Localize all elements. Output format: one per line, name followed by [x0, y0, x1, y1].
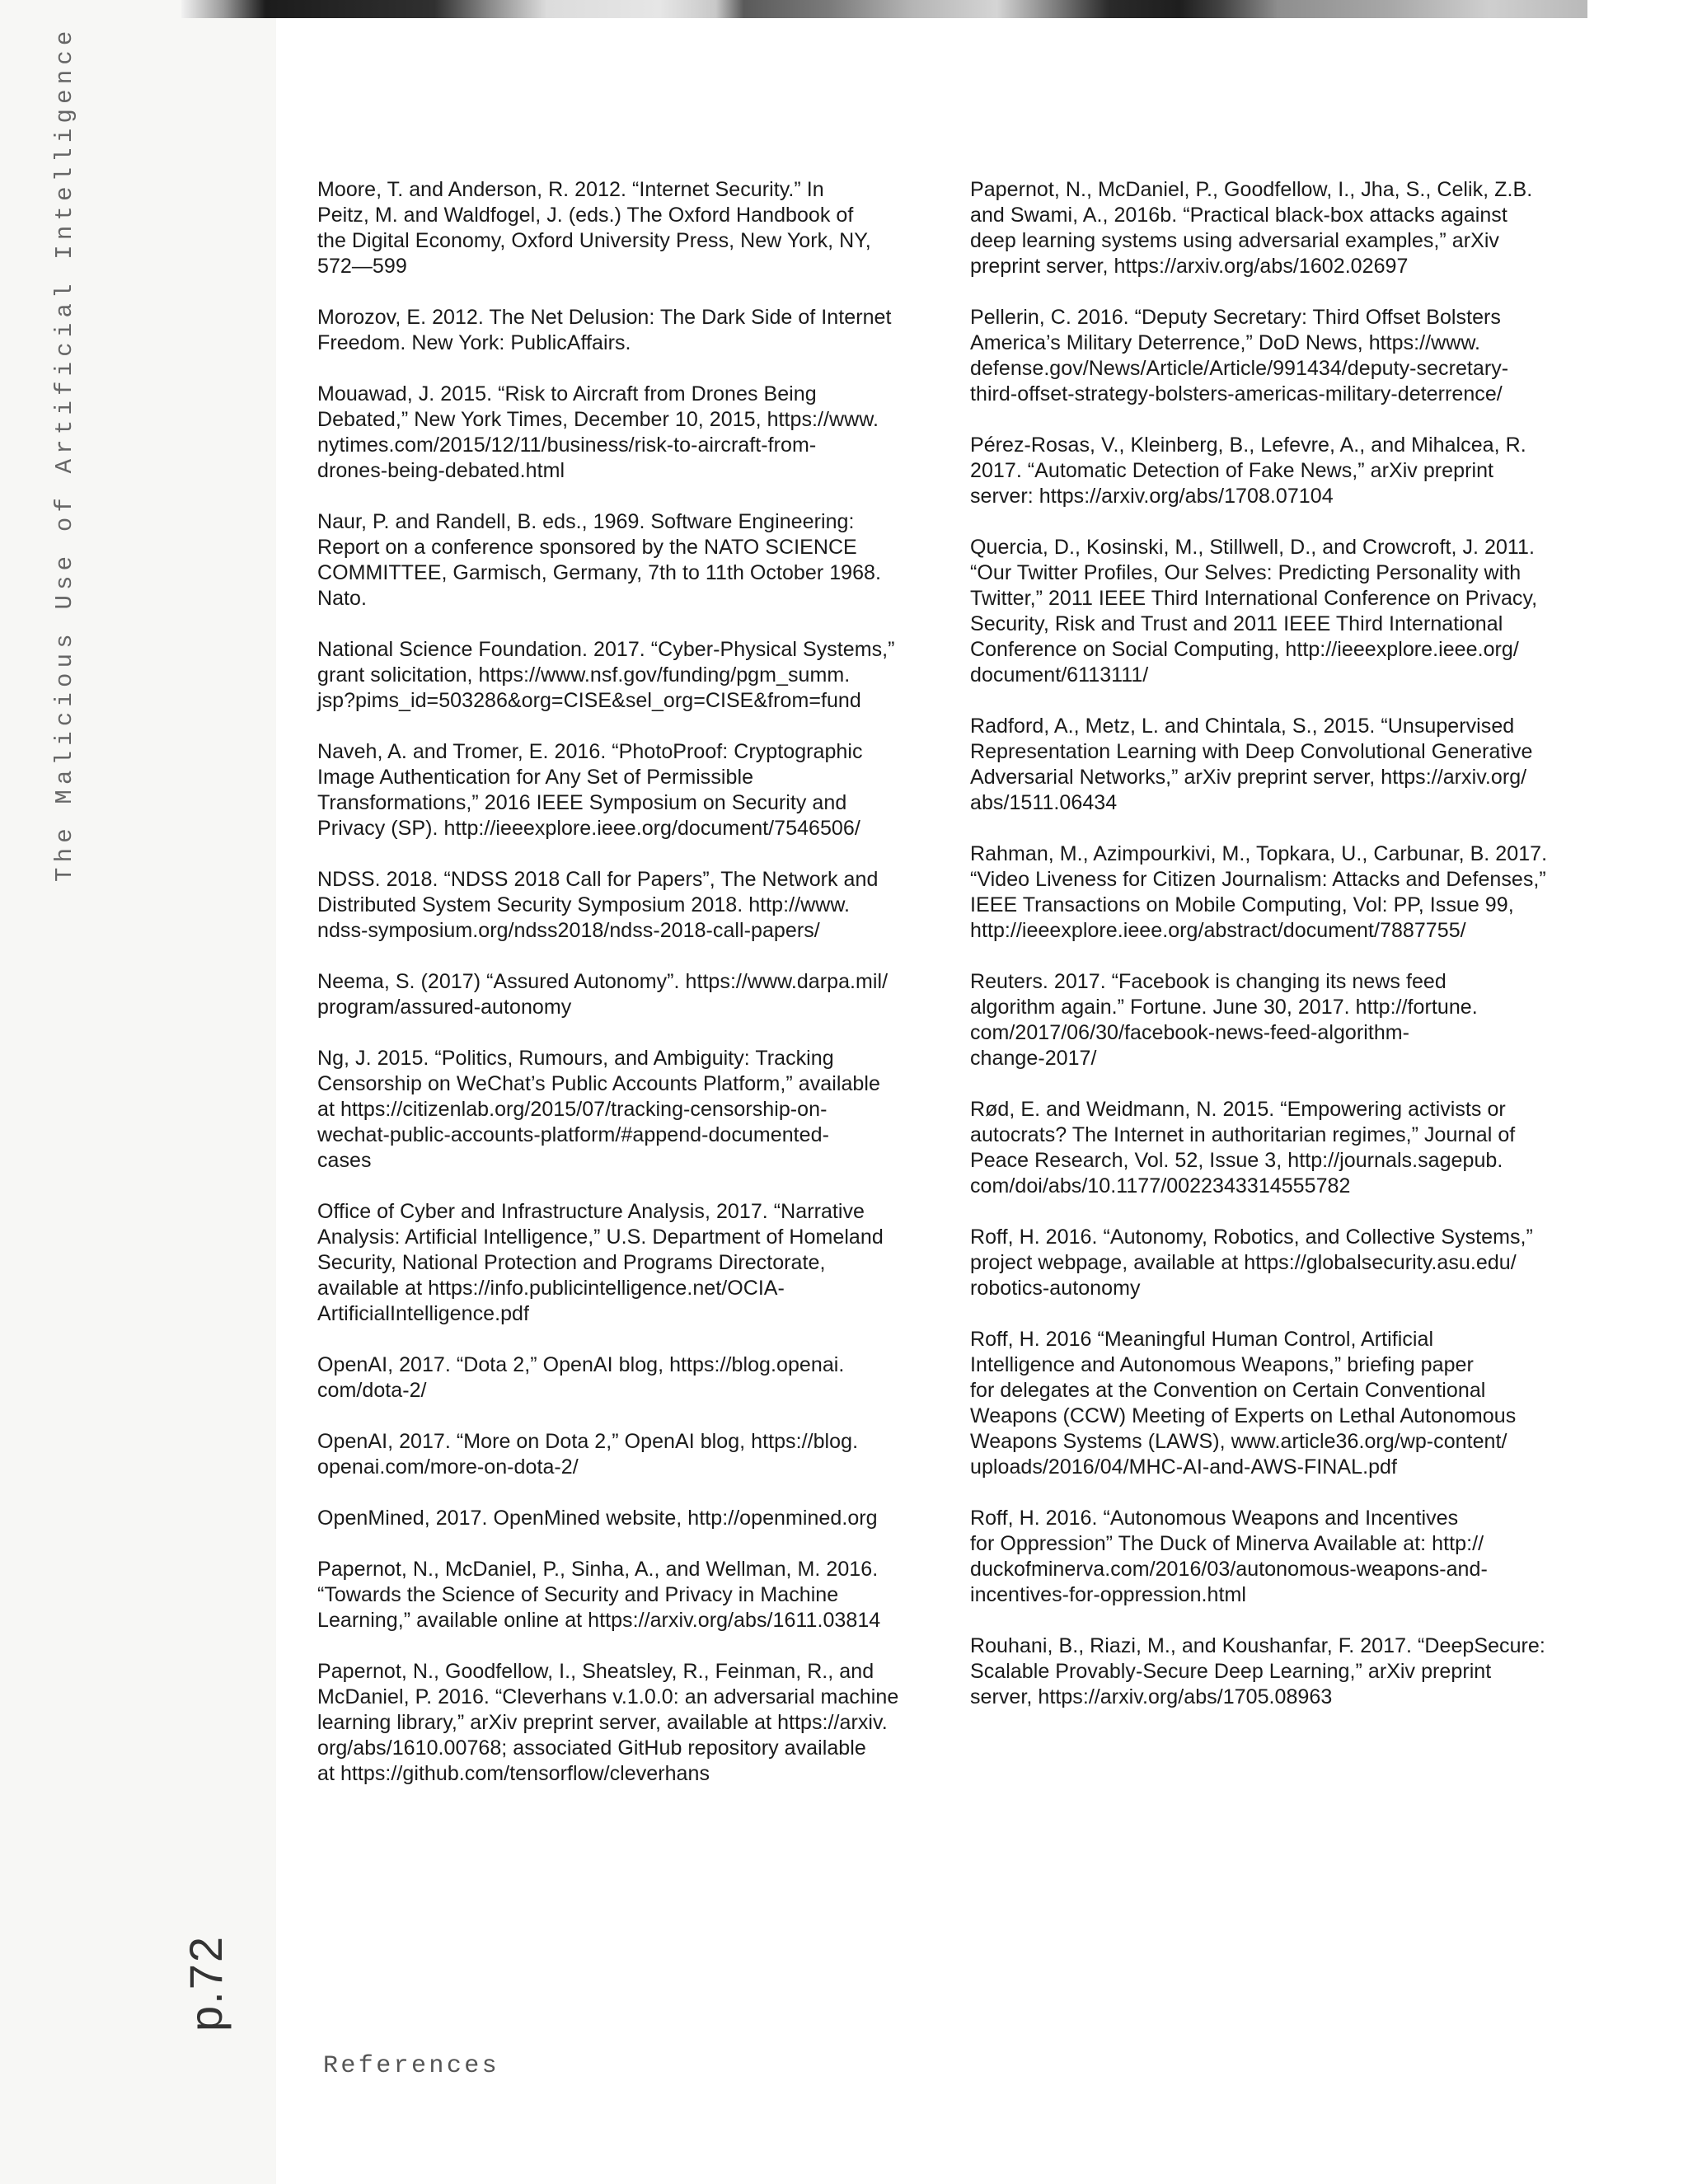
reference-entry: Papernot, N., McDaniel, P., Goodfellow, I., Jha, S., Celik, Z.B. and Swami, A., 2016b. “Practical black-box attacks against deep learning systems using adversarial examples,” arXiv preprint server, https://arxiv.org/abs/1602.02697 [970, 178, 1533, 278]
reference-entry: Roff, H. 2016. “Autonomous Weapons and Incentives for Oppression” The Duck of Minerva Available at: http:// duckofminerva.com/2016/03/autonomous-weapons-and- incentives-for-oppression.html [970, 1507, 1488, 1606]
reference-entry: Naur, P. and Randell, B. eds., 1969. Software Engineering: Report on a conference sponsored by the NATO SCIENCE COMMITTEE, Garmisch, Germany, 7th to 11th October 1968. Nato. [317, 510, 881, 610]
references-right-column [970, 177, 1592, 1736]
reference-entry: NDSS. 2018. “NDSS 2018 Call for Papers”, The Network and Distributed System Security Symposium 2018. http://www. ndss-symposium.org/ndss2018/ndss-2018-call-papers/ [317, 868, 879, 942]
reference-entry: Quercia, D., Kosinski, M., Stillwell, D., and Crowcroft, J. 2011. “Our Twitter Profiles, Our Selves: Predicting Personality with Twitter,” 2011 IEEE Third International Conference on Privacy, Security, Risk and Trust and 2011 IEEE Third International Conference on Social Computing, http://ieeexplore.ieee.org/ document/6113111/ [970, 536, 1538, 687]
reference-entry: Reuters. 2017. “Facebook is changing its news feed algorithm again.” Fortune. June 30, 2017. http://fortune. com/2017/06/30/facebook-news-feed-algorithm- change-2017/ [970, 970, 1478, 1070]
references-left-column [317, 177, 944, 1812]
reference-entry: Office of Cyber and Infrastructure Analysis, 2017. “Narrative Analysis: Artificial Intelligence,” U.S. Department of Homeland Security, National Protection and Programs Directorate, available at https://info.publicintelligence.net/OCIA- ArtificialIntelligence.pdf [317, 1200, 884, 1325]
reference-entry: Papernot, N., Goodfellow, I., Sheatsley, R., Feinman, R., and McDaniel, P. 2016. “Cleverhans v.1.0.0: an adversarial machine learning library,” arXiv preprint server, available at https://arxiv. org/abs/1610.00768; associated GitHub repository available at https://github.com/tensorflow/cleverhans [317, 1660, 899, 1785]
reference-entry: OpenMined, 2017. OpenMined website, http://openmined.org [317, 1507, 878, 1530]
reference-entry: OpenAI, 2017. “More on Dota 2,” OpenAI blog, https://blog. openai.com/more-on-dota-2/ [317, 1430, 859, 1479]
reference-entry: Radford, A., Metz, L. and Chintala, S., 2015. “Unsupervised Representation Learning with Deep Convolutional Generative Adversarial Networks,” arXiv preprint server, https://arxiv.org/ abs/1511.06434 [970, 715, 1533, 814]
reference-entry: Naveh, A. and Tromer, E. 2016. “PhotoProof: Cryptographic Image Authentication for Any Set of Permissible Transformations,” 2016 IEEE Symposium on Security and Privacy (SP). http://ieeexplore.ieee.org/document/7546506/ [317, 740, 863, 840]
running-title: The Malicious Use of Artificial Intelligence [51, 26, 78, 882]
reference-entry: Mouawad, J. 2015. “Risk to Aircraft from Drones Being Debated,” New York Times, December 10, 2015, https://www. nytimes.com/2015/12/11/business/risk-to-aircraft-from- drones-being-debated.html [317, 382, 879, 482]
reference-entry: Roff, H. 2016 “Meaningful Human Control, Artificial Intelligence and Autonomous Weapons,” briefing paper for delegates at the Convention on Certain Conventional Weapons (CCW) Meeting of Experts on Lethal Autonomous Weapons Systems (LAWS), www.article36.org/wp-content/ uploads/2016/04/MHC-AI-and-AWS-FINAL.pdf [970, 1328, 1517, 1479]
top-gradient-bar [181, 0, 1587, 18]
reference-entry: Morozov, E. 2012. The Net Delusion: The Dark Side of Internet Freedom. New York: PublicAffairs. [317, 306, 892, 354]
section-label: References [323, 2052, 500, 2080]
reference-entry: Ng, J. 2015. “Politics, Rumours, and Ambiguity: Tracking Censorship on WeChat’s Public Accounts Platform,” available at https://citizenlab.org/2015/07/tracking-censorship-on- wechat-public-accounts-platform/#append-documented- cases [317, 1047, 880, 1172]
reference-entry: Papernot, N., McDaniel, P., Sinha, A., and Wellman, M. 2016. “Towards the Science of Security and Privacy in Machine Learning,” available online at https://arxiv.org/abs/1611.03814 [317, 1558, 881, 1632]
reference-entry: Pérez-Rosas, V., Kleinberg, B., Lefevre, A., and Mihalcea, R. 2017. “Automatic Detection of Fake News,” arXiv preprint server: https://arxiv.org/abs/1708.07104 [970, 434, 1526, 508]
reference-entry: Rød, E. and Weidmann, N. 2015. “Empowering activists or autocrats? The Internet in authoritarian regimes,” Journal of Peace Research, Vol. 52, Issue 3, http://journals.sagepub. com/doi/abs/10.1177/0022343314555782 [970, 1098, 1516, 1197]
reference-entry: National Science Foundation. 2017. “Cyber-Physical Systems,” grant solicitation, https://www.nsf.gov/funding/pgm_summ. jsp?pims_id=503286&org=CISE&sel_org=CISE&from=fund [317, 638, 895, 712]
reference-entry: Pellerin, C. 2016. “Deputy Secretary: Third Offset Bolsters America’s Military Deterrence,” DoD News, https://www. defense.gov/News/Article/Article/991434/deputy-secretary- third-offset-strategy-bolsters-americas-military-deterrence/ [970, 306, 1509, 405]
reference-entry: Roff, H. 2016. “Autonomy, Robotics, and Collective Systems,” project webpage, available at https://globalsecurity.asu.edu/ robotics-autonomy [970, 1226, 1533, 1300]
reference-entry: Rouhani, B., Riazi, M., and Koushanfar, F. 2017. “DeepSecure: Scalable Provably-Secure Deep Learning,” arXiv preprint server, https://arxiv.org/abs/1705.08963 [970, 1634, 1545, 1708]
reference-entry: Moore, T. and Anderson, R. 2012. “Internet Security.” In Peitz, M. and Waldfogel, J. (eds.) The Oxford Handbook of the Digital Economy, Oxford University Press, New York, NY, 572—599 [317, 178, 871, 278]
page-number: p.72 [180, 1935, 232, 2032]
reference-entry: OpenAI, 2017. “Dota 2,” OpenAI blog, https://blog.openai. com/dota-2/ [317, 1353, 845, 1402]
left-gutter [0, 0, 276, 2184]
reference-entry: Rahman, M., Azimpourkivi, M., Topkara, U., Carbunar, B. 2017. “Video Liveness for Citizen Journalism: Attacks and Defenses,” IEEE Transactions on Mobile Computing, Vol: PP, Issue 99, http://ieeexplore.ieee.org/abstract/document/7887755/ [970, 842, 1548, 942]
reference-entry: Neema, S. (2017) “Assured Autonomy”. https://www.darpa.mil/ program/assured-autonomy [317, 970, 889, 1019]
